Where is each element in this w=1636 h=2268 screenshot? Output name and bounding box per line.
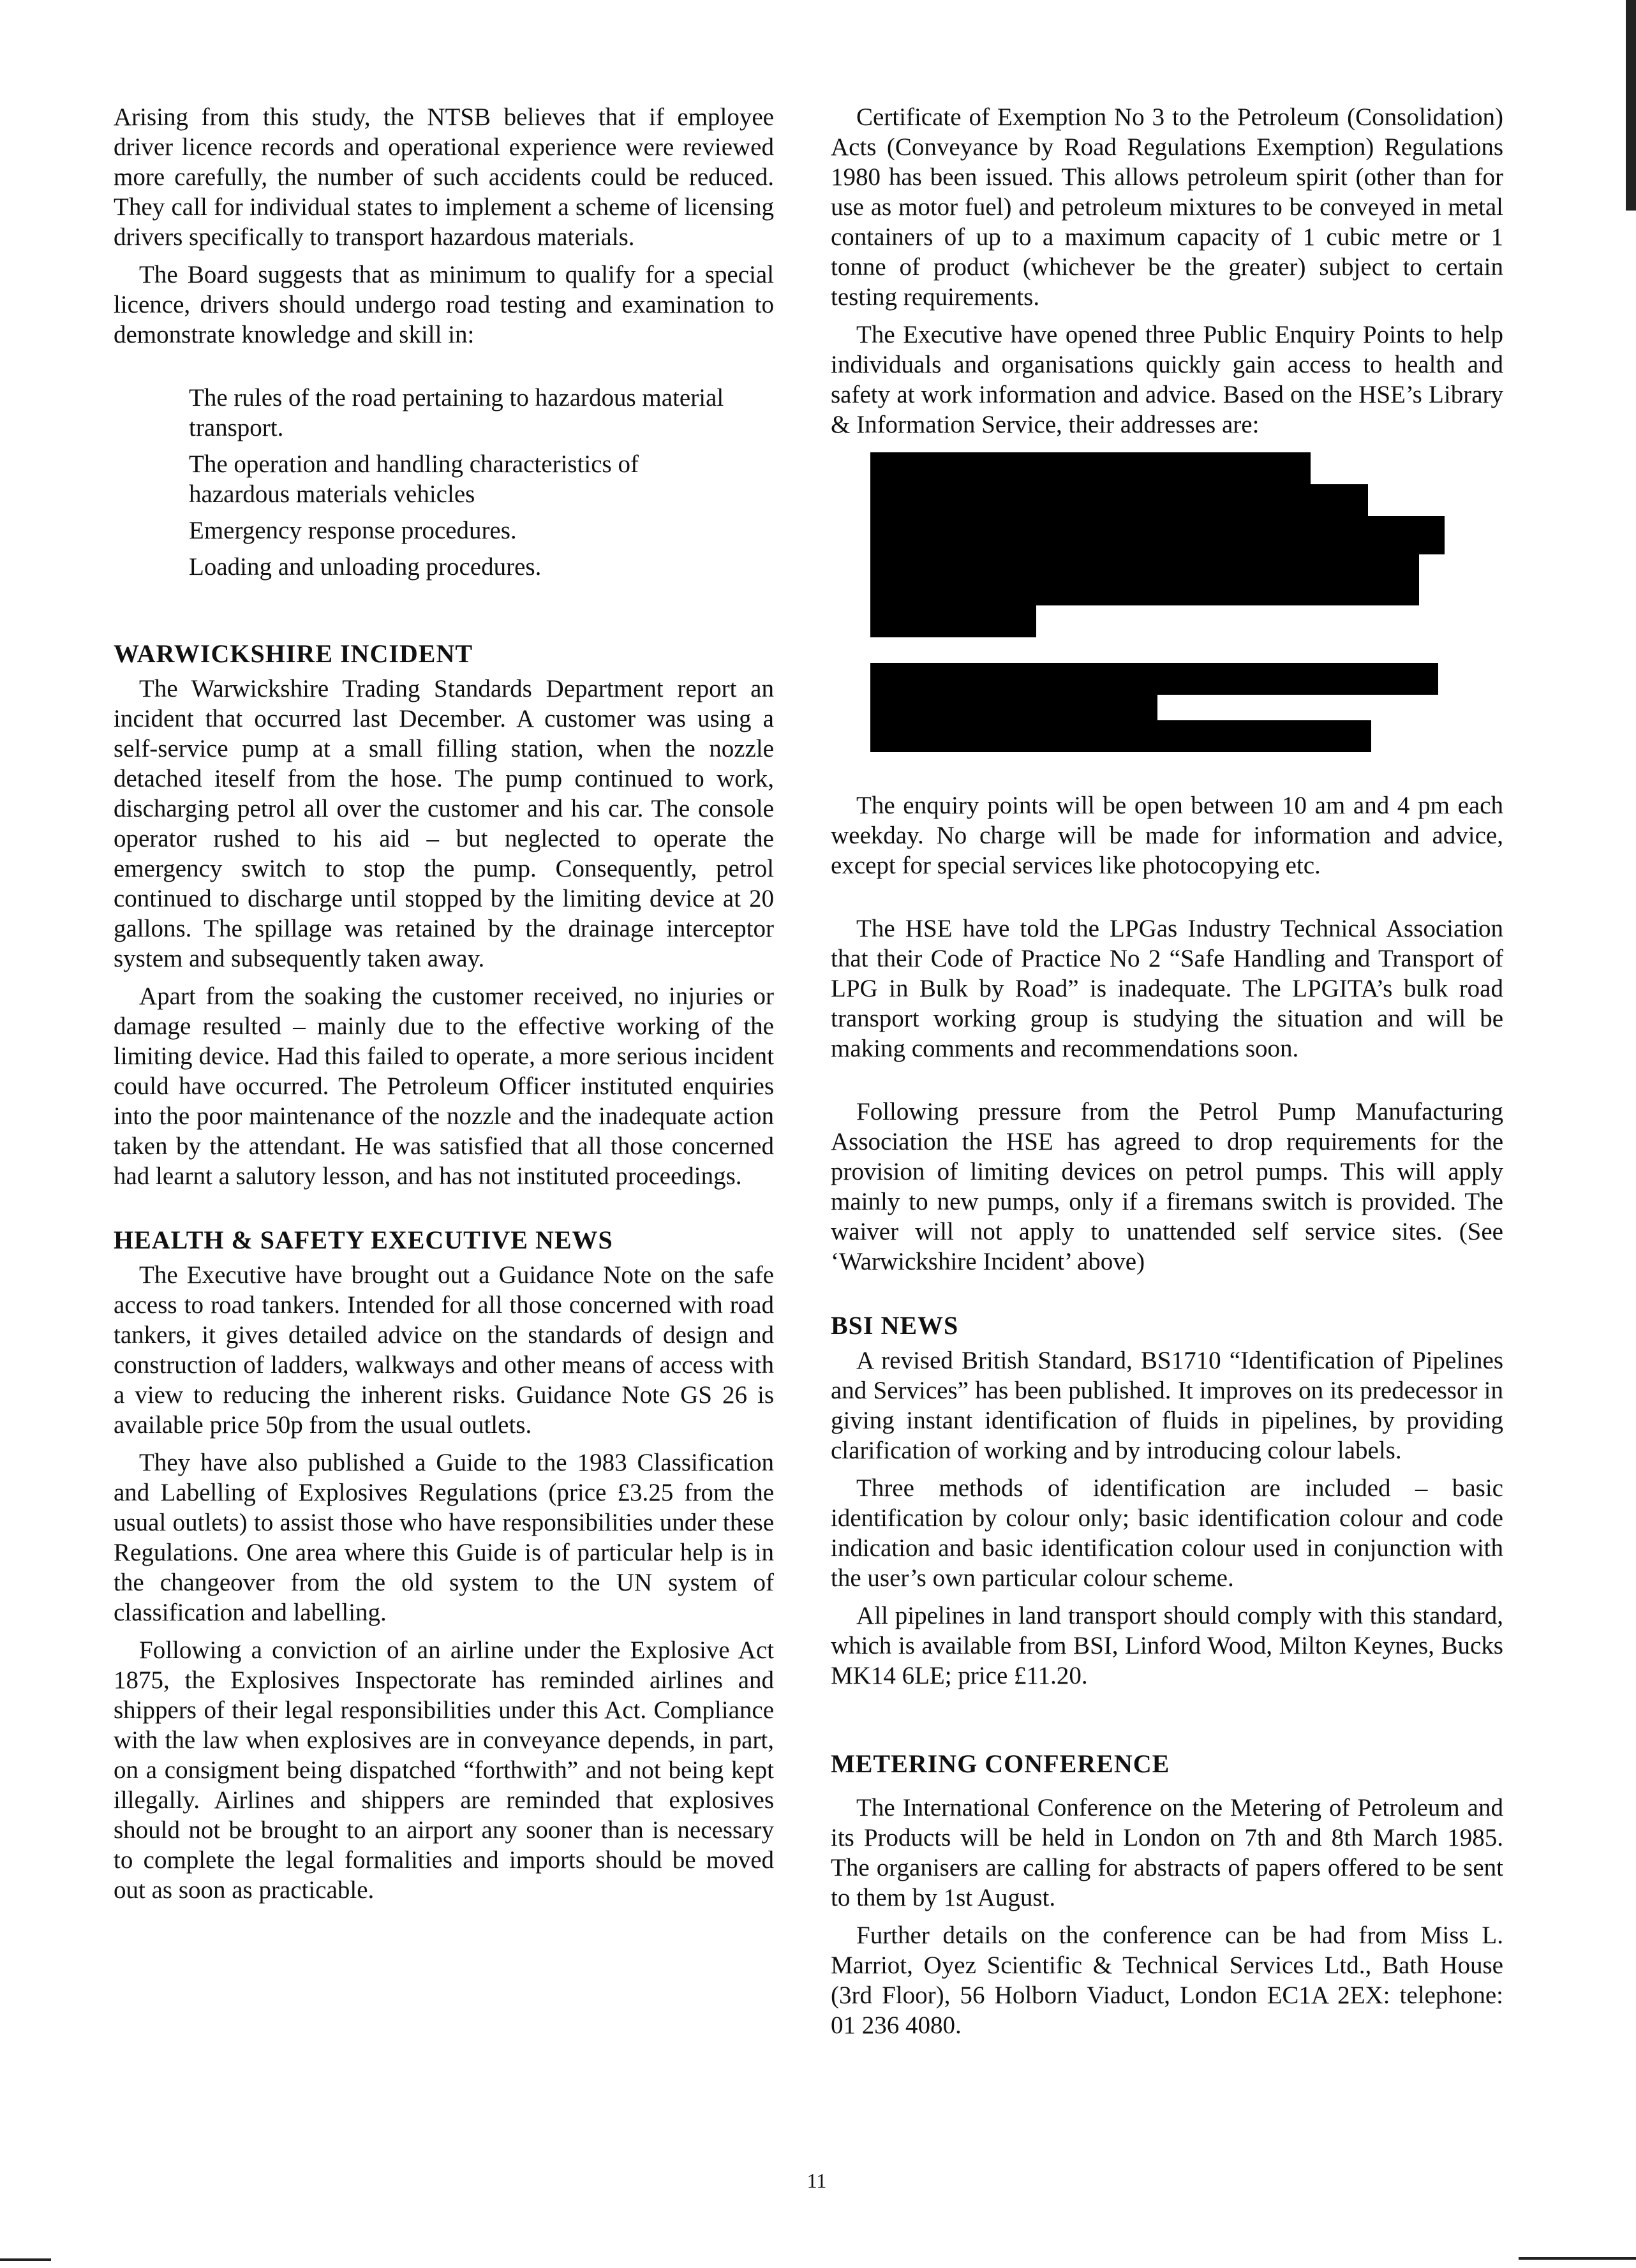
warwickshire-paragraph-1: The Warwickshire Trading Standards Department report an incident that occurred last December. A customer was using a self-service pump at a small filling station, when the nozzle detached iteself from the hose. The pump continued to work, discharging petrol all over the customer and his car. The console operator rushed to his aid – but neglected to operate the emergency switch to stop the pump. Consequently, petrol continued to discharge until stopped by the limiting device at 20 gallons. The spillage was retained by the drainage interceptor system and subsequently taken away.	[114, 675, 774, 972]
redaction-bar	[870, 605, 1036, 637]
redaction-bar	[870, 720, 1371, 752]
scan-edge-mark	[1626, 0, 1636, 211]
hse-news-heading: HEALTH & SAFETY EXECUTIVE NEWS	[114, 1226, 613, 1254]
enquiry-points-paragraph: The Executive have opened three Public Enquiry Points to help individuals and organisations quickly gain access to health and safety at work information and advice. Based on the HSE’s Library & Information Service, their addresses are:	[831, 321, 1503, 438]
list-item: Loading and unloading procedures.	[189, 553, 542, 581]
list-item: Emergency response procedures.	[189, 517, 517, 544]
lpg-paragraph: The HSE have told the LPGas Industry Technical Association that their Code of Practice No 2 “Safe Handling and Transport of LPG in Bulk by Road” is inadequate. The LPGITA’s bulk road transport working group is studying the situation and will be making comments and recommendations soon.	[831, 915, 1503, 1062]
bsi-news-heading: BSI NEWS	[831, 1311, 959, 1340]
list-item: The rules of the road pertaining to hazardous material transport.	[189, 384, 724, 441]
intro-paragraph-2: The Board suggests that as minimum to qualify for a special licence, drivers should undergo road testing and examination to demonstrate knowledge and skill in:	[114, 261, 774, 348]
right-column	[831, 102, 1503, 2048]
hse-paragraph-1: The Executive have brought out a Guidance Note on the safe access to road tankers. Intended for all those concerned with road tankers, it gives detailed advice on the standards of design and construction of ladders, walkways and other means of access with a view to reducing the inherent risks. Guidance Note GS 26 is available price 50p from the usual outlets.	[114, 1261, 774, 1439]
warwickshire-paragraph-2: Apart from the soaking the customer received, no injuries or damage resulted – mainly due to the effective working of the limiting device. Had this failed to operate, a more serious incident could have occurred. The Petroleum Officer instituted enquiries into the poor maintenance of the nozzle and the inadequate action taken by the attendant. He was satisfied that all those concerned had learnt a salutory lesson, and has not instituted proceedings.	[114, 982, 774, 1190]
exemption-paragraph: Certificate of Exemption No 3 to the Petroleum (Consolidation) Acts (Conveyance by Road Regulations Exemption) Regulations 1980 has been issued. This allows petroleum spirit (other than for use as motor fuel) and petroleum mixtures to be conveyed in metal containers of up to a maximum capacity of 1 cubic metre or 1 tonne of product (whichever be the greater) subject to certain testing requirements.	[831, 103, 1503, 311]
scan-edge-mark	[1519, 2257, 1636, 2260]
metering-paragraph-2: Further details on the conference can be had from Miss L. Marriot, Oyez Scientific & Technical Services Ltd., Bath House (3rd Floor), 56 Holborn Viaduct, London EC1A 2EX: telephone: 01 236 4080.	[831, 1922, 1503, 2039]
licence-criteria-list	[114, 383, 774, 582]
hse-paragraph-2: They have also published a Guide to the 1983 Classification and Labelling of Explosives Regulations (price £3.25 from the usual outlets) to assist those who have responsibilities under these Regulations. One area where this Guide is of particular help is in the changeover from the old system to the UN system of classification and labelling.	[114, 1449, 774, 1626]
left-column	[114, 102, 774, 1913]
opening-hours-paragraph: The enquiry points will be open between 10 am and 4 pm each weekday. No charge will be made for information and advice, except for special services like photocopying etc.	[831, 792, 1503, 879]
hse-paragraph-3: Following a conviction of an airline under the Explosive Act 1875, the Explosives Inspectorate has reminded airlines and shippers of their legal responsibilities under this Act. Compliance with the law when explosives are in conveyance depends, in part, on a consigment being dispatched “forthwith” and not being kept illegally. Airlines and shippers are reminded that explosives should not be brought to an airport any sooner than is necessary to complete the legal formalities and imports should be moved out as soon as practicable.	[114, 1636, 774, 1904]
redaction-bar	[870, 548, 1419, 605]
bsi-paragraph-3: All pipelines in land transport should comply with this standard, which is available from BSI, Linford Wood, Milton Keynes, Bucks MK14 6LE; price £11.20.	[831, 1602, 1503, 1689]
bsi-paragraph-1: A revised British Standard, BS1710 “Identification of Pipelines and Services” has been published. It improves on its predecessor in giving instant identification of fluids in pipelines, by providing clarification of working and by introducing colour labels.	[831, 1347, 1503, 1464]
list-item: The operation and handling characteristics of hazardous materials vehicles	[189, 450, 639, 508]
petrol-pump-paragraph: Following pressure from the Petrol Pump Manufacturing Association the HSE has agreed to drop requirements for the provision of limiting devices on petrol pumps. This will apply mainly to new pumps, only if a firemans switch is provided. The waiver will not apply to unattended self service sites. (See ‘Warwickshire Incident’ above)	[831, 1098, 1503, 1275]
intro-paragraph-1: Arising from this study, the NTSB believes that if employee driver licence records and operational experience were reviewed more carefully, the number of such accidents could be reduced. They call for individual states to implement a scheme of licensing drivers specifically to transport hazardous materials.	[114, 103, 774, 251]
scan-edge-mark	[0, 2258, 51, 2261]
page-number: 11	[807, 2169, 827, 2192]
metering-paragraph-1: The International Conference on the Metering of Petroleum and its Products will be held in London on 7th and 8th March 1985. The organisers are calling for abstracts of papers offered to be sent to them by 1st August.	[831, 1794, 1503, 1911]
redacted-addresses	[870, 452, 1503, 765]
metering-conference-heading: METERING CONFERENCE	[831, 1749, 1170, 1778]
warwickshire-heading: WARWICKSHIRE INCIDENT	[114, 639, 473, 668]
bsi-paragraph-2: Three methods of identification are included – basic identification by colour only; basic identification colour and code indication and basic identification colour used in conjunction with the user’s own particular colour scheme.	[831, 1474, 1503, 1592]
